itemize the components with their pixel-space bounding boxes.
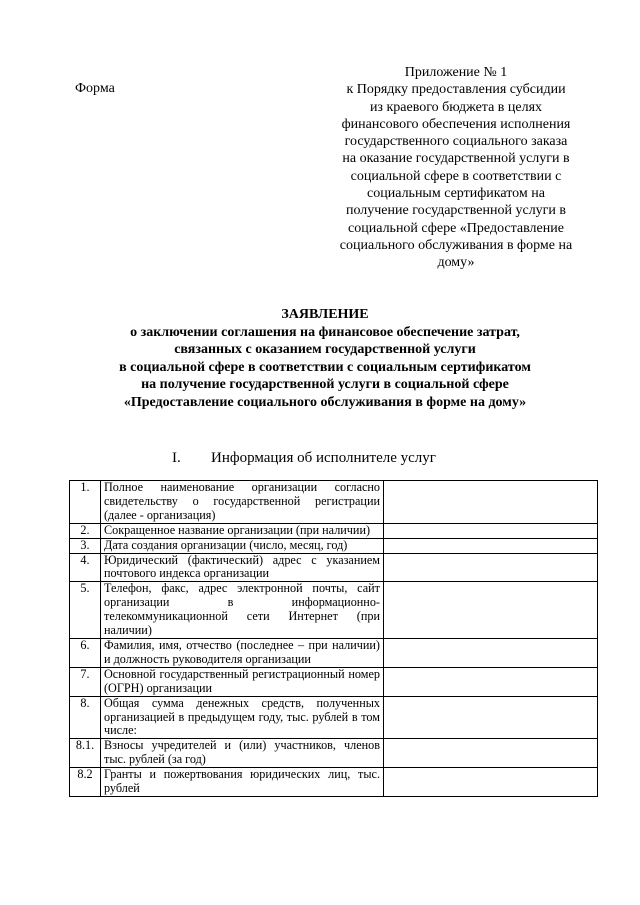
row-label: Телефон, факс, адрес электронной почты, сайт организации в информационно-телекоммуникационной сети Интернет (при наличии) [101,582,384,639]
title-subtitle-line: «Предоставление социального обслуживания в форме на дому» [123,394,527,410]
row-number: 2. [70,523,101,538]
appendix-line: на оказание государственной услуги в [342,151,570,167]
table-row [70,739,598,768]
row-number: 4. [70,553,101,582]
table-row [70,582,598,639]
section-title: Информация об исполнителе услуг [211,450,436,466]
row-number: 7. [70,667,101,696]
row-number: 1. [70,481,101,524]
row-value-field[interactable] [384,481,598,524]
appendix-line: Приложение № 1 [404,65,508,80]
appendix-block [330,64,582,272]
row-label: Дата создания организации (число, месяц, год) [101,538,384,553]
row-label: Общая сумма денежных средств, полученных организацией в предыдущем году, тыс. рублей в том числе: [101,696,384,739]
appendix-line: государственного социального заказа [344,134,568,150]
row-label: Сокращенное название организации (при наличии) [101,523,384,538]
row-value-field[interactable] [384,582,598,639]
info-table [69,480,598,797]
table-row [70,553,598,582]
title-subtitle-line: на получение государственной услуги в социальной сфере [141,377,509,393]
row-number: 5. [70,582,101,639]
row-value-field[interactable] [384,538,598,553]
row-value-field[interactable] [384,638,598,667]
form-label: Форма [75,81,115,96]
table-row [70,523,598,538]
appendix-line: социального обслуживания в форме на [339,237,573,253]
row-value-field[interactable] [384,667,598,696]
row-number: 8. [70,696,101,739]
row-value-field[interactable] [384,739,598,768]
row-value-field[interactable] [384,768,598,797]
title-heading: ЗАЯВЛЕНИЕ [281,307,369,322]
row-label: Основной государственный регистрационный номер (ОГРН) организации [101,667,384,696]
appendix-line: из краевого бюджета в целях [369,99,543,115]
row-value-field[interactable] [384,696,598,739]
row-label: Полное наименование организации согласно свидетельству о государственной регистрации (далее - организация) [101,481,384,524]
row-label: Юридический (фактический) адрес с указанием почтового индекса организации [101,553,384,582]
row-label: Гранты и пожертвования юридических лиц, тыс. рублей [101,768,384,797]
row-number: 6. [70,638,101,667]
appendix-line: социальным сертификатом на [367,186,545,202]
appendix-line: дому» [437,255,475,271]
row-label: Фамилия, имя, отчество (последнее – при наличии) и должность руководителя организации [101,638,384,667]
row-number: 8.2 [70,768,101,797]
table-row [70,538,598,553]
row-value-field[interactable] [384,553,598,582]
table-row [70,768,598,797]
row-number: 8.1. [70,739,101,768]
document-title [70,306,580,412]
row-label: Взносы учредителей и (или) участников, членов тыс. рублей (за год) [101,739,384,768]
appendix-line: социальной сфере в соответствии с [350,168,562,184]
row-number: 3. [70,538,101,553]
appendix-line: к Порядку предоставления субсидии [346,82,566,98]
table-row [70,638,598,667]
title-subtitle-line: в социальной сфере в соответствии с социальным сертификатом [119,359,531,375]
appendix-line: получение государственной услуги в [345,203,567,219]
appendix-line: социальной сфере «Предоставление [348,220,564,236]
table-row [70,667,598,696]
section-number: I. [172,450,181,466]
title-subtitle-line: о заключении соглашения на финансовое обеспечение затрат, [130,324,520,340]
table-row [70,481,598,524]
table-row [70,696,598,739]
title-subtitle-line: связанных с оказанием государственной услуги [174,342,476,358]
row-value-field[interactable] [384,523,598,538]
appendix-line: финансового обеспечения исполнения [341,116,571,132]
